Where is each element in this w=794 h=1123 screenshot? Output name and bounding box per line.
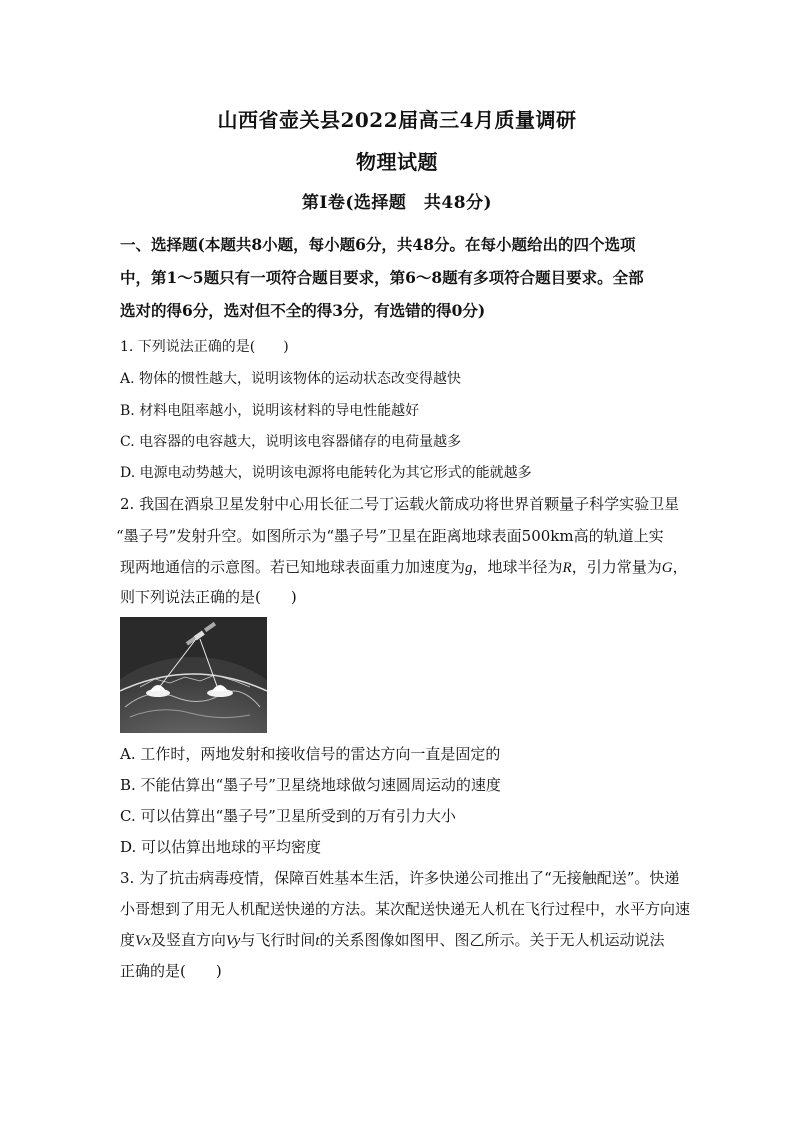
q2-option-d: D. 可以估算出地球的平均密度 — [120, 838, 322, 856]
instruction-line: 一、选择题(本题共8小题，每小题6分，共48分。在每小题给出的四个选项 — [120, 235, 636, 254]
var-g-const: G — [661, 560, 673, 576]
q3-text: 及竖直方向 — [150, 931, 226, 949]
var-g: g — [465, 560, 473, 576]
q2-stem-line: “墨子号”发射升空。如图所示为“墨子号”卫星在距离地球表面500km高的轨道上实 — [116, 527, 664, 545]
section-instructions — [120, 228, 680, 327]
q2-text: 现两地通信的示意图。若已知地球表面重力加速度为 — [120, 558, 466, 576]
instruction-line: 选对的得6分，选对但不全的得3分，有选错的得0分) — [120, 301, 486, 320]
q3-stem-line: 小哥想到了用无人机配送快递的方法。某次配送快递无人机在飞行过程中，水平方向速 — [120, 900, 691, 918]
q1-option-b: B. 材料电阻率越小，说明该材料的导电性能越好 — [120, 403, 420, 419]
q2-stem-line: 2. 我国在酒泉卫星发射中心用长征二号丁运载火箭成功将世界首颗量子科学实验卫星 — [120, 495, 680, 513]
q3-text: 与飞行时间 — [240, 931, 316, 949]
volume-heading: 第Ⅰ卷(选择题 共48分) — [301, 193, 493, 213]
q1-option-d: D. 电源电动势越大，说明该电源将电能转化为其它形式的能就越多 — [120, 465, 532, 481]
q2-option-c: C. 可以估算出“墨子号”卫星所受到的万有引力大小 — [120, 807, 456, 825]
q2-text: ，地球半径为 — [472, 558, 563, 576]
subject-title: 物理试题 — [356, 150, 438, 174]
q3-text: 的关系图像如图甲、图乙所示。关于无人机运动说法 — [319, 931, 665, 949]
exam-title: 山西省壶关县2022届高三4月质量调研 — [217, 108, 577, 132]
q1-stem: 1. 下列说法正确的是( ) — [120, 339, 289, 355]
var-vx: Vx — [135, 933, 151, 949]
q2-stem-line — [120, 556, 690, 577]
q3-stem-line: 3. 为了抗击病毒疫情，保障百姓基本生活，许多快递公司推出了“无接触配送”。快递 — [120, 869, 680, 887]
q3-stem-line: 正确的是( ) — [120, 962, 222, 980]
q2-option-a: A. 工作时，两地发射和接收信号的雷达方向一直是固定的 — [120, 745, 501, 763]
q1-option-c: C. 电容器的电容越大，说明该电容器储存的电荷量越多 — [120, 434, 462, 450]
q1-option-a: A. 物体的惯性越大，说明该物体的运动状态改变得越快 — [120, 371, 462, 387]
q2-text: ， — [672, 558, 688, 576]
q2-text: ，引力常量为 — [571, 558, 662, 576]
q3-stem-line — [120, 929, 690, 950]
var-t: t — [315, 933, 320, 949]
var-r: R — [562, 560, 572, 576]
var-vy: Vy — [225, 933, 241, 949]
q3-text: 度 — [120, 931, 136, 949]
instruction-line: 中，第1～5题只有一项符合题目要求，第6～8题有多项符合题目要求。全部 — [120, 268, 644, 287]
q2-stem-line: 则下列说法正确的是( ) — [120, 588, 297, 606]
satellite-figure — [120, 617, 267, 733]
q2-option-b: B. 不能估算出“墨子号”卫星绕地球做匀速圆周运动的速度 — [120, 776, 501, 794]
